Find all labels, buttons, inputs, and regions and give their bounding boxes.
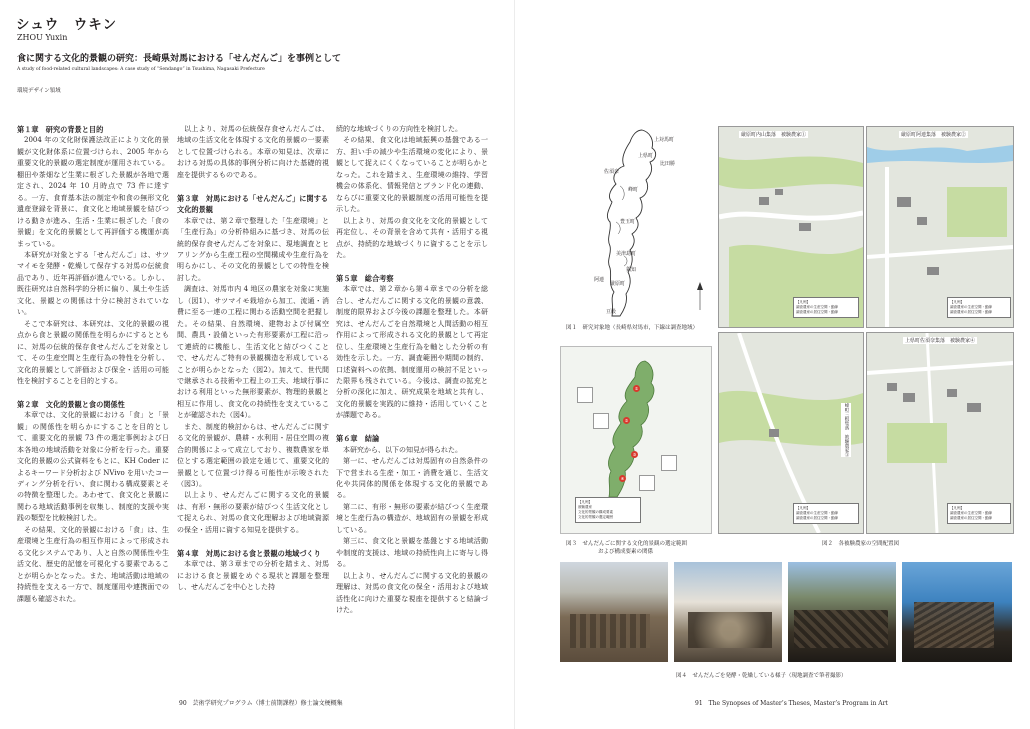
- site-map-4-legend: [947, 503, 1011, 524]
- body-paragraph: 続的な地域づくりの方向性を検討した。: [336, 125, 462, 133]
- map-label-izuhara: 厳原町: [610, 281, 626, 287]
- section-heading: 第１章 研究の背景と目的: [17, 125, 104, 134]
- figure-1-map: [580, 126, 712, 322]
- paragraph-gap: [336, 261, 488, 272]
- map-label-toyotama: 豊玉町: [620, 219, 636, 225]
- site-map-1: [718, 126, 864, 328]
- figure-3-legend: [575, 497, 641, 523]
- paragraph-gap: [177, 181, 329, 192]
- section-heading: 第２章 文化的景観と食の関係性: [17, 399, 125, 409]
- range-box-2: [593, 413, 609, 429]
- site-map-2: [866, 126, 1014, 328]
- site-map-3: [718, 332, 864, 534]
- body-paragraph: 本章では、第３章までの分析を踏まえ、対馬における食と景観をめぐる現状と課題を整理し、せんだんごを中心とした持: [177, 560, 329, 592]
- paragraph-gap: [336, 422, 488, 433]
- map-label-keichi: 鶏知: [626, 267, 637, 273]
- site-map-4: [866, 332, 1014, 534]
- body-paragraph: 本研究から、以下の知見が得られた。: [343, 445, 462, 454]
- map-label-mitsushima: 美津島町: [616, 251, 637, 257]
- body-paragraph: 以上より、対馬の伝統保存食せんだんごは、地域の生活文化を体現する文化的景観の一要素として位置づけられる。本章の知見は、次章における対馬の具体的事例分析に向けた基礎的視座を提供するものである。: [177, 125, 329, 179]
- section-heading: 第６章 結論: [336, 434, 380, 444]
- section-heading: 第５章 総合考察: [336, 273, 394, 283]
- photo-3: [788, 562, 896, 662]
- range-box-3: [661, 455, 677, 471]
- legend-range: 文化的景観の選定範囲: [578, 515, 613, 519]
- site-map-2-legend: [947, 297, 1011, 318]
- site-map-1-legend: [793, 297, 859, 318]
- section-heading: 第３章 対馬における「せんだんご」に関する文化的景観: [177, 193, 328, 215]
- figure-3-map: [560, 346, 712, 534]
- site-map-4-label: 上県町佐須奈集落 被験農家④: [905, 338, 976, 344]
- farmer-marker-2: ②: [624, 418, 629, 423]
- legend-production: 調査農家の生産空間・動線: [796, 305, 838, 309]
- paragraph-gap: [17, 387, 169, 398]
- body-paragraph: 2004 年の文化財保護法改正により文化的景観が文化財体系に位置づけられ、2005 年から重要文化的景観の選定制度が運用されている。棚田や茶畑など生業に根ざした景観が各地で選定され、2024 年 10 月時点で 73 件に達する。一方、食育基本法の制定や和食の無形文化遺産登録を背景に、食文化と地域景観を結びつける動きが進み、生活・生業に根ざした「食の景観」を文化的景観として再評価する機運が高まっている。: [17, 136, 169, 248]
- legend-title: 【凡例】: [578, 500, 592, 504]
- author-name-en: ZHOU Yuxin: [17, 33, 68, 42]
- legend-title: 【凡例】: [950, 506, 964, 510]
- page-number-right: 91: [695, 700, 703, 707]
- folio-left: [179, 698, 343, 707]
- paper-title-en: A study of food-related cultural landscapes: A case study of “Sendango” in Tsushima, Nagasaki Prefecture: [17, 67, 265, 72]
- figure-4-caption: 図４ せんだんごを発酵・乾燥している様子（現地調査で筆者撮影）: [676, 673, 847, 679]
- figure-2-caption: 図２ 各被験農家の空間配置図: [822, 541, 900, 547]
- legend-residence: 調査農家の居住空間・動線: [796, 310, 838, 314]
- body-column-1: [17, 124, 169, 684]
- map-label-are: 阿連: [594, 277, 605, 283]
- range-box-4: [639, 475, 655, 491]
- body-paragraph: 以上より、対馬の食文化を文化的景観として再定位し、その背景を含めて共有・活用する視点が、持続的な地域づくりに資することを示した。: [336, 216, 488, 259]
- legend-elements: 文化的景観の構成要素: [578, 510, 613, 514]
- legend-title: 【凡例】: [950, 300, 964, 304]
- photo-1: [560, 562, 668, 662]
- body-paragraph: そこで本研究は、本研究は、文化的景観の視点から食と景観の関係性を明らかにするとともに、対馬の伝統的保存食せんだんごを対象として、その生産空間と生産行為の特性を分析し、文化的景観として評価および保全・活用の可能性を検討することを目的とする。: [17, 319, 169, 385]
- legend-production: 調査農家の生産空間・動線: [950, 511, 992, 515]
- section-heading: 第４章 対馬における食と景観の地域づくり: [177, 548, 321, 558]
- spread-gutter: [514, 0, 515, 729]
- site-map-3-legend: [793, 503, 859, 524]
- map-label-sasuna: 佐須奈: [604, 169, 620, 175]
- legend-farmer: 被験農家: [578, 505, 592, 509]
- figure-3-caption-line-2: および構成要素の関係: [598, 549, 654, 555]
- site-map-3-label: 峰町三根集落 被験農家③: [841, 403, 851, 457]
- legend-residence: 調査農家の居住空間・動線: [950, 516, 992, 520]
- map-label-kamitsushima: 上対馬町: [654, 137, 675, 143]
- body-column-3: [336, 124, 488, 684]
- legend-title: 【凡例】: [796, 506, 810, 510]
- farmer-marker-1: ①: [634, 386, 639, 391]
- page-number-left: 90: [179, 700, 187, 707]
- body-column-2: [177, 124, 329, 684]
- legend-residence: 調査農家の居住空間・動線: [950, 310, 992, 314]
- body-paragraph: 以上より、せんだんごに関する文化的景観は、有形・無形の要素が結びつく生活文化として捉えられ、対馬の食文化理解および地域資源の保全・活用に資する知見を提供する。: [177, 491, 329, 534]
- legend-production: 調査農家の生産空間・動線: [796, 511, 838, 515]
- site-map-1-label: 厳原町内山集落 被験農家①: [741, 132, 807, 138]
- body-paragraph: 第一に、せんだんごは対馬固有の自然条件の下で営まれる生産・加工・消費を通じ、生活文化や共同体的関係を体現する文化的景観である。: [336, 457, 488, 500]
- farmer-marker-4: ④: [620, 476, 625, 481]
- site-map-2-label: 厳原町阿連集落 被験農家②: [901, 132, 967, 138]
- farmer-marker-3: ③: [632, 452, 637, 457]
- range-box-1: [577, 387, 593, 403]
- body-paragraph: 第三に、食文化と景観を基盤とする地域活動や制度的支援は、地域の持続性向上に寄与し得る。: [336, 537, 488, 569]
- body-paragraph: 本章では、第２章で整理した「生産環境」と「生産行為」の分析枠組みに基づき、対馬の伝統的保存食せんだんごを対象に、現地調査とヒアリングから生産工程の空間構成や生産行為を明らかにし、その文化的景観としての特性を検討した。: [177, 216, 329, 282]
- body-paragraph: その結果、文化的景観における「食」は、生産環境と生産行為の相互作用によって形成される文化システムであり、人と自然の関係性や生活文化、歴史的記憶を可視化する要素であることが明らかとなった。また、地域活動は地域の持続性を支える一方で、制度運用や連携面での課題も確認された。: [17, 525, 169, 603]
- body-paragraph: また、制度的検討からは、せんだんごに関する文化的景観が、農耕・水利用・居住空間の複合的関係によって成立しており、複数農家を単位とする選定範囲の設定を通じて、重要文化的景観として位置づけ得る可能性が示唆された（図3）。: [177, 422, 329, 489]
- body-paragraph: 本章では、文化的景観における「食」と「景観」の関係性を明らかにすることを目的として、重要文化的景観 73 件の選定事例および日本各地の地域活動を対象に分析を行った。重要文化的景観の公式資料をもとに、KH Coder によるキーワード分析および NVivo を用いたコーディング分析を行い、食に関わる構成要素とその特徴を整理した。あわせて、食文化と景観に関わる地域活動事例を収集し、制度的支援や実践の類型を比較検討した。: [17, 411, 169, 523]
- legend-title: 【凡例】: [796, 300, 810, 304]
- photo-2: [674, 562, 782, 662]
- figure-3-caption-line-1: 図３ せんだんごに関する文化的景観の選定範囲: [566, 541, 688, 547]
- body-paragraph: 第二に、有形・無形の要素が結びつく生産環境と生産行為の構造が、地域固有の景観を形成している。: [336, 502, 488, 534]
- research-field: 環境デザイン領域: [17, 88, 61, 94]
- paper-title-jp: 食に関する文化的景観の研究：長崎県対馬における「せんだんご」を事例として: [17, 54, 342, 64]
- map-label-hitakatsu: 比田勝: [660, 161, 676, 167]
- body-paragraph: 本研究が対象とする「せんだんご」は、サツマイモを発酵・乾燥して保存する対馬の伝統食品であり、近年再評価が進んでいる。しかし、既往研究は自然科学的分析に偏り、風土や生活文化、景観との関係は十分に検討されていない。: [17, 250, 169, 317]
- map-label-tsutsu: 豆酘: [606, 309, 617, 315]
- legend-residence: 調査農家の居住空間・動線: [796, 516, 838, 520]
- body-paragraph: 本章では、第２章から第４章までの分析を総合し、せんだんごに関する文化的景観の意義、制度的限界および今後の課題を整理した。本研究は、せんだんごを自然環境と人間活動の相互作用によって形成される文化的景観として再定位し、生産環境と生産行為を軸とした分析の有効性を示した。一方、調査範囲や期間の制約、口述資料への依拠、制度運用の検討不足といった限界も残されている。今後は、調査の拡充と分析の深化に加え、研究成果を地域と共有し、文化的景観を実践的に維持・活用していくことが課題である。: [336, 285, 488, 420]
- author-name-jp: シュウ ウキン: [16, 17, 118, 33]
- figure-1-caption: 図１ 研究対象地（長崎県対馬市，下線は調査地域）: [566, 325, 699, 331]
- folio-right: [695, 698, 888, 707]
- legend-production: 調査農家の生産空間・動線: [950, 305, 992, 309]
- body-paragraph: 調査は、対馬市内 4 地区の農家を対象に実施し（図1）、サツマイモ栽培から加工、流通・消費に至る一連の工程に関わる活動空間を把握した。その結果、自然環境、建物および付属空間、農具・設備といった有形要素が工程に沿って連続的に機能し、生活文化と結びつくことで、せんだんご特有の景観構造を形成していることが明らかとなった（図2）。加えて、世代間で継承される技術や工程上の工夫、地域行事における利用といった無形要素が、物理的景観と相互に作用し、食文化の持続性を支えていることが確認された（図4）。: [177, 285, 329, 420]
- body-paragraph: その結果、食文化は地域振興の基盤である一方、担い手の減少や生活環境の変化により、景観として捉えにくくなっていることが明らかとなった。これを踏まえ、生産環境の維持、学習機会の体系化、情報発信とブランド化の連動、ならびに重要文化的景観制度の活用可能性を提示した。: [336, 136, 488, 214]
- paragraph-gap: [177, 536, 329, 547]
- photo-4: [902, 562, 1012, 662]
- map-label-kamiagata: 上県町: [638, 153, 654, 159]
- running-footer-left: 芸術学研究プログラム（博士前期課程）修士論文梗概集: [192, 700, 343, 707]
- running-footer-right: The Synopses of Master’s Theses, Master’s Program in Art: [708, 700, 888, 707]
- map-label-mine: 峰町: [628, 187, 639, 193]
- body-paragraph: 以上より、せんだんごに関する文化的景観の理解は、対馬の食文化の保全・活用および地域活性化に向けた重要な視座を提供すると結論づけた。: [336, 571, 488, 614]
